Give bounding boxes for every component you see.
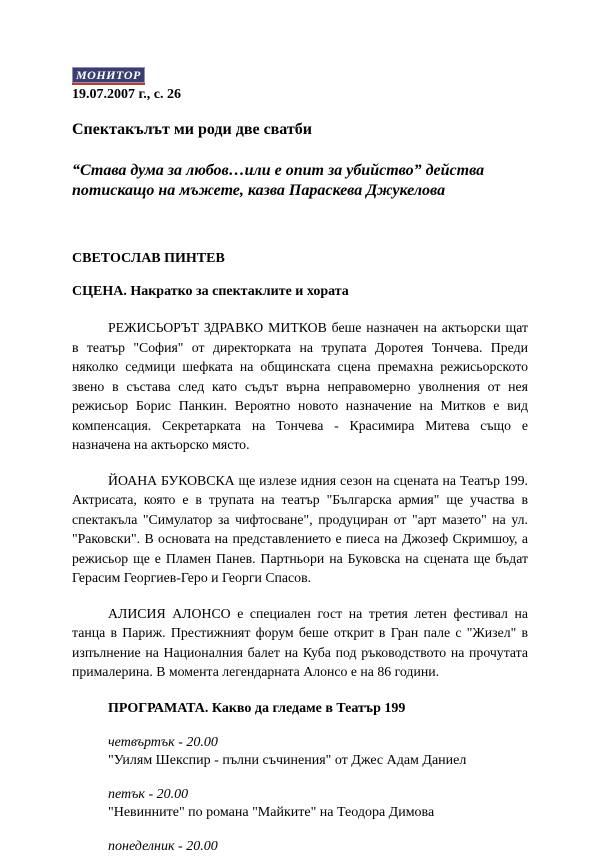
program-schedule <box>72 734 528 856</box>
event-day: петък - 20.00 <box>108 786 189 802</box>
event-day: понеделник - 20.00 <box>108 838 218 854</box>
article-page <box>72 66 528 856</box>
program-title: ПРОГРАМАТА. Какво да гледаме в Театър 199 <box>108 700 406 716</box>
article-subheadline: “Става дума за любов…или е опит за убийство” действа потискащо на мъжете, казва Параскева Джукелова <box>72 162 485 199</box>
monitor-logo: МОНИТОР <box>72 67 145 85</box>
program-event <box>108 838 528 856</box>
event-title: "Невинните" по романа "Майките" на Теодора Димова <box>108 804 435 820</box>
program-event <box>108 734 528 770</box>
section-title: СЦЕНА. Накратко за спектаклите и хората <box>72 284 349 299</box>
publication-dateline: 19.07.2007 г., с. 26 <box>72 87 181 102</box>
news-paragraph: ЙОАНА БУКОВСКА ще излезе идния сезон на сцената на Театър 199. Актрисата, която е в трупата на театър "Българска армия" ще участва в спектакъла "Симулатор за чифтосване", продуциран от "арт мазето" на ул. "Раковски". В основата на представлението е пиеса на Джозеф Скримшоу, а режисьор ще е Пламен Панев. Партньори на Буковска на сцената ще бъдат Герасим Георгиев-Геро и Георги Спасов. <box>72 472 528 585</box>
program-event <box>108 786 528 822</box>
article-headline: Спектакълът ми роди две сватби <box>72 121 312 138</box>
event-title: "Уилям Шекспир - пълни съчинения" от Джес Адам Даниел <box>108 752 467 768</box>
news-paragraph: РЕЖИСЬОРЪТ ЗДРАВКО МИТКОВ беше назначен на актьорски щат в театър "София" от директорката на трупата Доротея Тончева. Преди няколко седмици шефката на общинската сцена премахна режисьорското звено в състава след като съдът върна неправомерно уволнения от нея режисьор Борис Панкин. Вероятно новото назначение на Митков е вид компенсация. Секретарката на Тончева - Красимира Митева също е назначена на актьорско място. <box>72 320 528 452</box>
event-day: четвъртък - 20.00 <box>108 734 218 750</box>
news-paragraph: АЛИСИЯ АЛОНСО е специален гост на третия летен фестивал на танца в Париж. Престижният форум беше открит в Гран пале с "Жизел" в изпълнение на Националния балет на Куба под ръководството на прочутата прималерина. В момента легендарната Алонсо е на 86 години. <box>72 605 528 679</box>
author-name: СВЕТОСЛАВ ПИНТЕВ <box>72 251 225 266</box>
